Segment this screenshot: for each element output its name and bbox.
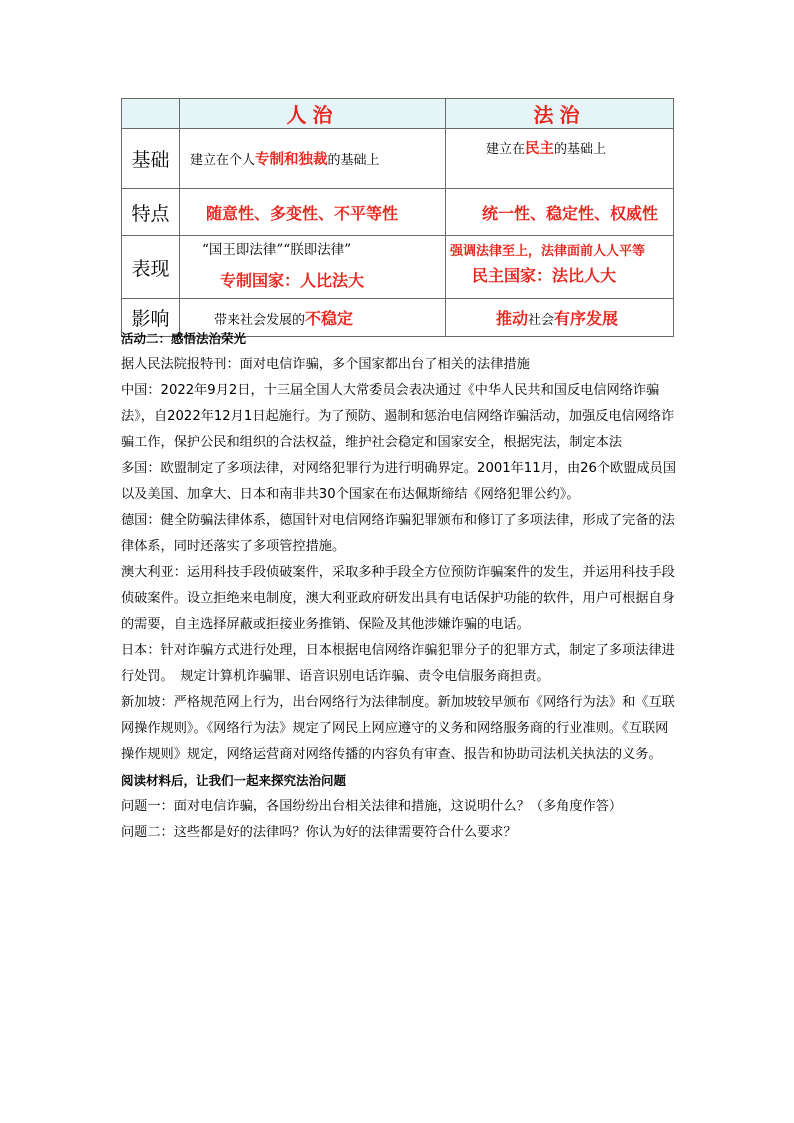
header-empty-cell — [122, 99, 180, 129]
paragraph-multi-country: 多国：欧盟制定了多项法律，对网络犯罪行为进行明确界定。2001年11月，由26个欧盟成员国以及美国、加拿大、日本和南非共30个国家在布达佩斯缔结《网络犯罪公约》。 — [121, 461, 677, 502]
row-label-features: 特点 — [122, 189, 180, 236]
highlight-text: 专制和独裁 — [255, 152, 328, 168]
highlight-text: 不稳定 — [305, 309, 354, 328]
impact-rule-of-law: 推动社会有序发展 — [446, 299, 674, 337]
reading-title: 阅读材料后，让我们一起来探究法治问题 — [121, 773, 347, 788]
question-two: 问题二：这些都是好的法律吗？你认为好的法律需要符合什么要求？ — [121, 825, 517, 840]
body-text — [121, 326, 677, 846]
question-one: 问题一：面对电信诈骗，各国纷纷出台相关法律和措施，这说明什么？（多角度作答） — [121, 799, 623, 814]
comparison-table — [121, 98, 674, 337]
basis-rule-of-man: 建立在个人专制和独裁的基础上 — [180, 129, 446, 189]
impact-rule-of-man: 带来社会发展的不稳定 — [180, 299, 446, 337]
table-row — [122, 129, 674, 189]
row-label-basis: 基础 — [122, 129, 180, 189]
header-rule-of-man: 人治 — [180, 99, 446, 129]
paragraph-japan: 日本：针对诈骗方式进行处理，日本根据电信网络诈骗犯罪分子的犯罪方式，制定了多项法律进行处罚。 规定计算机诈骗罪、语音识别电话诈骗、责令电信服务商担责。 — [121, 643, 675, 684]
paragraph-china: 中国：2022年9月2日，十三届全国人大常委员会表决通过《中华人民共和国反电信网络诈骗法》，自2022年12月1日起施行。为了预防、遏制和惩治电信网络诈骗活动，加强反电信网络诈骗工作，保护公民和组织的合法权益，维护社会稳定和国家安全，根据宪法，制定本法 — [121, 383, 675, 450]
paragraph-intro: 据人民法院报特刊：面对电信诈骗，多个国家都出台了相关的法律措施 — [121, 357, 530, 372]
header-rule-of-law: 法治 — [446, 99, 674, 129]
table-row — [122, 189, 674, 236]
table-header-row — [122, 99, 674, 129]
paragraph-singapore: 新加坡：严格规范网上行为，出台网络行为法律制度。新加坡较早颁布《网络行为法》和《互联网操作规则》。《网络行为法》规定了网民上网应遵守的义务和网络服务商的行业准则。《互联网操作规则》规定，网络运营商对网络传播的内容负有审查、报告和协助司法机关执法的义务。 — [121, 695, 675, 762]
features-rule-of-man: 随意性、多变性、不平等性 — [180, 189, 446, 236]
row-label-manifestation: 表现 — [122, 236, 180, 299]
table-row — [122, 236, 674, 299]
basis-rule-of-law: 建立在民主的基础上 — [446, 129, 674, 189]
paragraph-germany: 德国：健全防骗法律体系，德国针对电信网络诈骗犯罪颁布和修订了多项法律，形成了完备的法律体系，同时还落实了多项管控措施。 — [121, 513, 675, 554]
features-rule-of-law: 统一性、稳定性、权威性 — [446, 189, 674, 236]
manifestation-rule-of-man: “国王即法律”“朕即法律” 专制国家：人比法大 — [180, 236, 446, 299]
activity-title: 活动二：感悟法治荣光 — [121, 331, 247, 346]
highlight-text: 民主 — [525, 141, 555, 157]
paragraph-australia: 澳大利亚：运用科技手段侦破案件，采取多种手段全方位预防诈骗案件的发生，并运用科技手段侦破案件。设立拒绝来电制度，澳大利亚政府研发出具有电话保护功能的软件，用户可根据自身的需要，自主选择屏蔽或拒接业务推销、保险及其他涉嫌诈骗的电话。 — [121, 565, 675, 632]
row-label-impact: 影响 — [122, 299, 180, 337]
manifestation-rule-of-law: 强调法律至上，法律面前人人平等 民主国家：法比人大 — [446, 236, 674, 299]
